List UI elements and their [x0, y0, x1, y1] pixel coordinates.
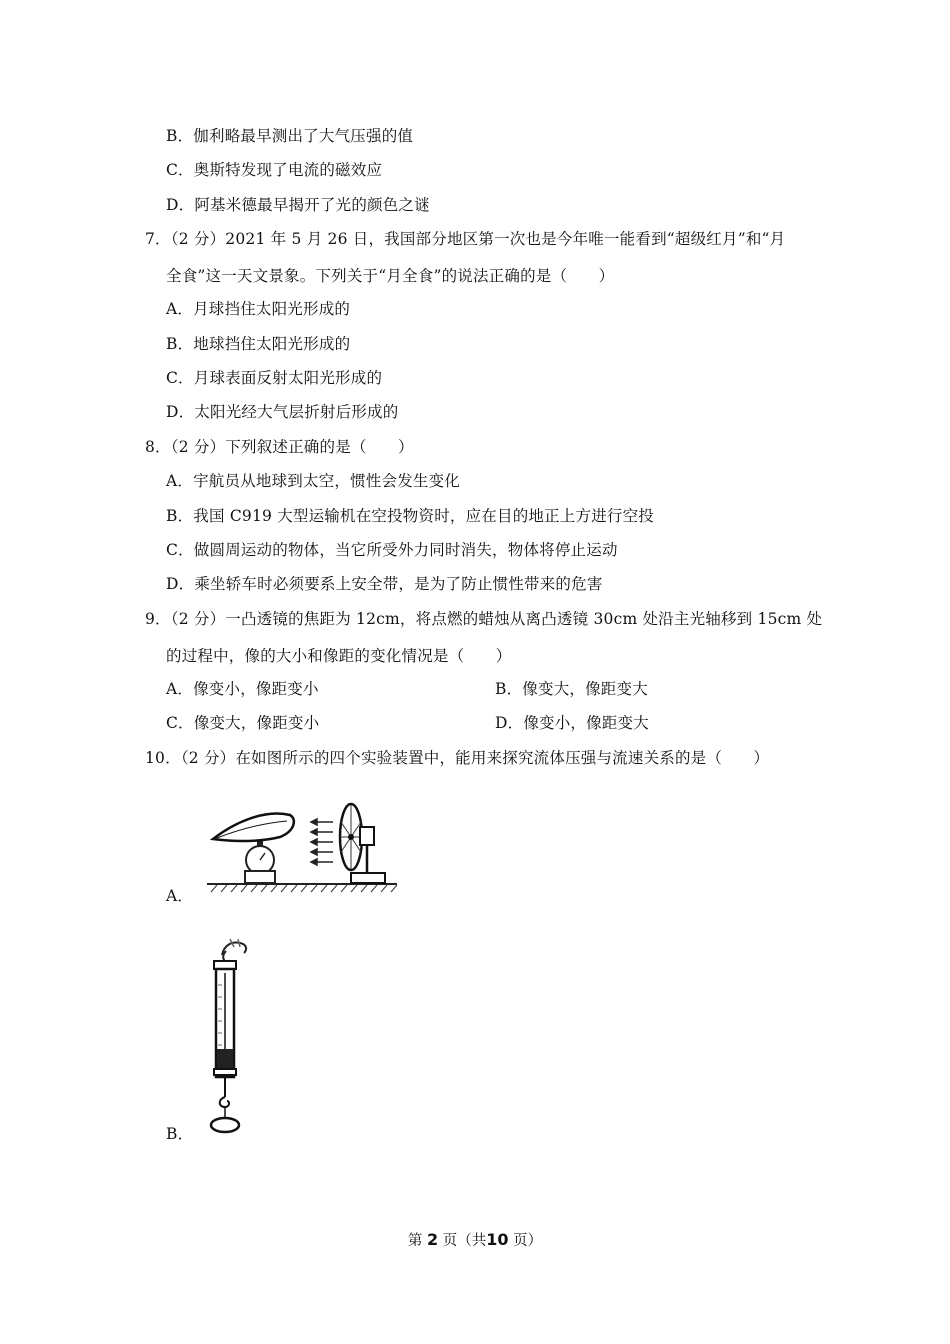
footer-total-pages: 10 [486, 1230, 509, 1249]
q7-stem-line1: 7．（2 分）2021 年 5 月 26 日，我国部分地区第一次也是今年唯一能看到“超级红月”和“月 [145, 230, 786, 248]
q6-option-d: D．阿基米德最早揭开了光的颜色之谜 [166, 196, 430, 214]
q7-option-c: C．月球表面反射太阳光形成的 [166, 369, 383, 387]
q10-option-b-label: B． [166, 1125, 194, 1143]
q8-stem: 8．（2 分）下列叙述正确的是（ ） [145, 438, 414, 456]
q6-option-b: B．伽利略最早测出了大气压强的值 [166, 127, 414, 145]
q9-option-d: D．像变小，像距变大 [495, 714, 649, 732]
q8-option-c: C．做圆周运动的物体，当它所受外力同时消失，物体将停止运动 [166, 541, 618, 559]
footer-suffix: 页） [513, 1233, 543, 1249]
q6-option-c: C．奥斯特发现了电流的磁效应 [166, 161, 383, 179]
q7-stem-line2: 全食”这一天文景象。下列关于“月全食”的说法正确的是（ ） [166, 267, 615, 285]
q7-option-d: D．太阳光经大气层折射后形成的 [166, 403, 399, 421]
q9-option-c: C．像变大，像距变小 [166, 714, 320, 732]
q9-option-b: B．像变大，像距变大 [495, 680, 648, 698]
q9-stem-line2: 的过程中，像的大小和像距的变化情况是（ ） [166, 647, 512, 665]
footer-prefix: 第 [407, 1233, 423, 1249]
q8-option-a: A．宇航员从地球到太空，惯性会发生变化 [166, 472, 460, 490]
q7-option-b: B．地球挡住太阳光形成的 [166, 335, 351, 353]
q8-option-b: B．我国 C919 大型运输机在空投物资时，应在目的地正上方进行空投 [166, 507, 654, 525]
figure-a-wing-fan-apparatus [205, 787, 400, 897]
q10-option-a-label: A． [166, 887, 194, 905]
q9-option-a: A．像变小，像距变小 [166, 680, 319, 698]
q9-stem-line1: 9．（2 分）一凸透镜的焦距为 12cm，将点燃的蜡烛从离凸透镜 30cm 处沿主光轴移到 15cm 处 [145, 610, 823, 628]
q10-stem: 10．（2 分）在如图所示的四个实验装置中，能用来探究流体压强与流速关系的是（ ） [145, 749, 770, 767]
figure-b-spring-scale [200, 935, 260, 1140]
footer-page-number: 2 [426, 1230, 439, 1249]
footer-mid: 页（共 [442, 1233, 487, 1249]
q8-option-d: D．乘坐轿车时必须要系上安全带，是为了防止惯性带来的危害 [166, 575, 603, 593]
page-footer [0, 1229, 950, 1250]
q7-option-a: A．月球挡住太阳光形成的 [166, 300, 351, 318]
